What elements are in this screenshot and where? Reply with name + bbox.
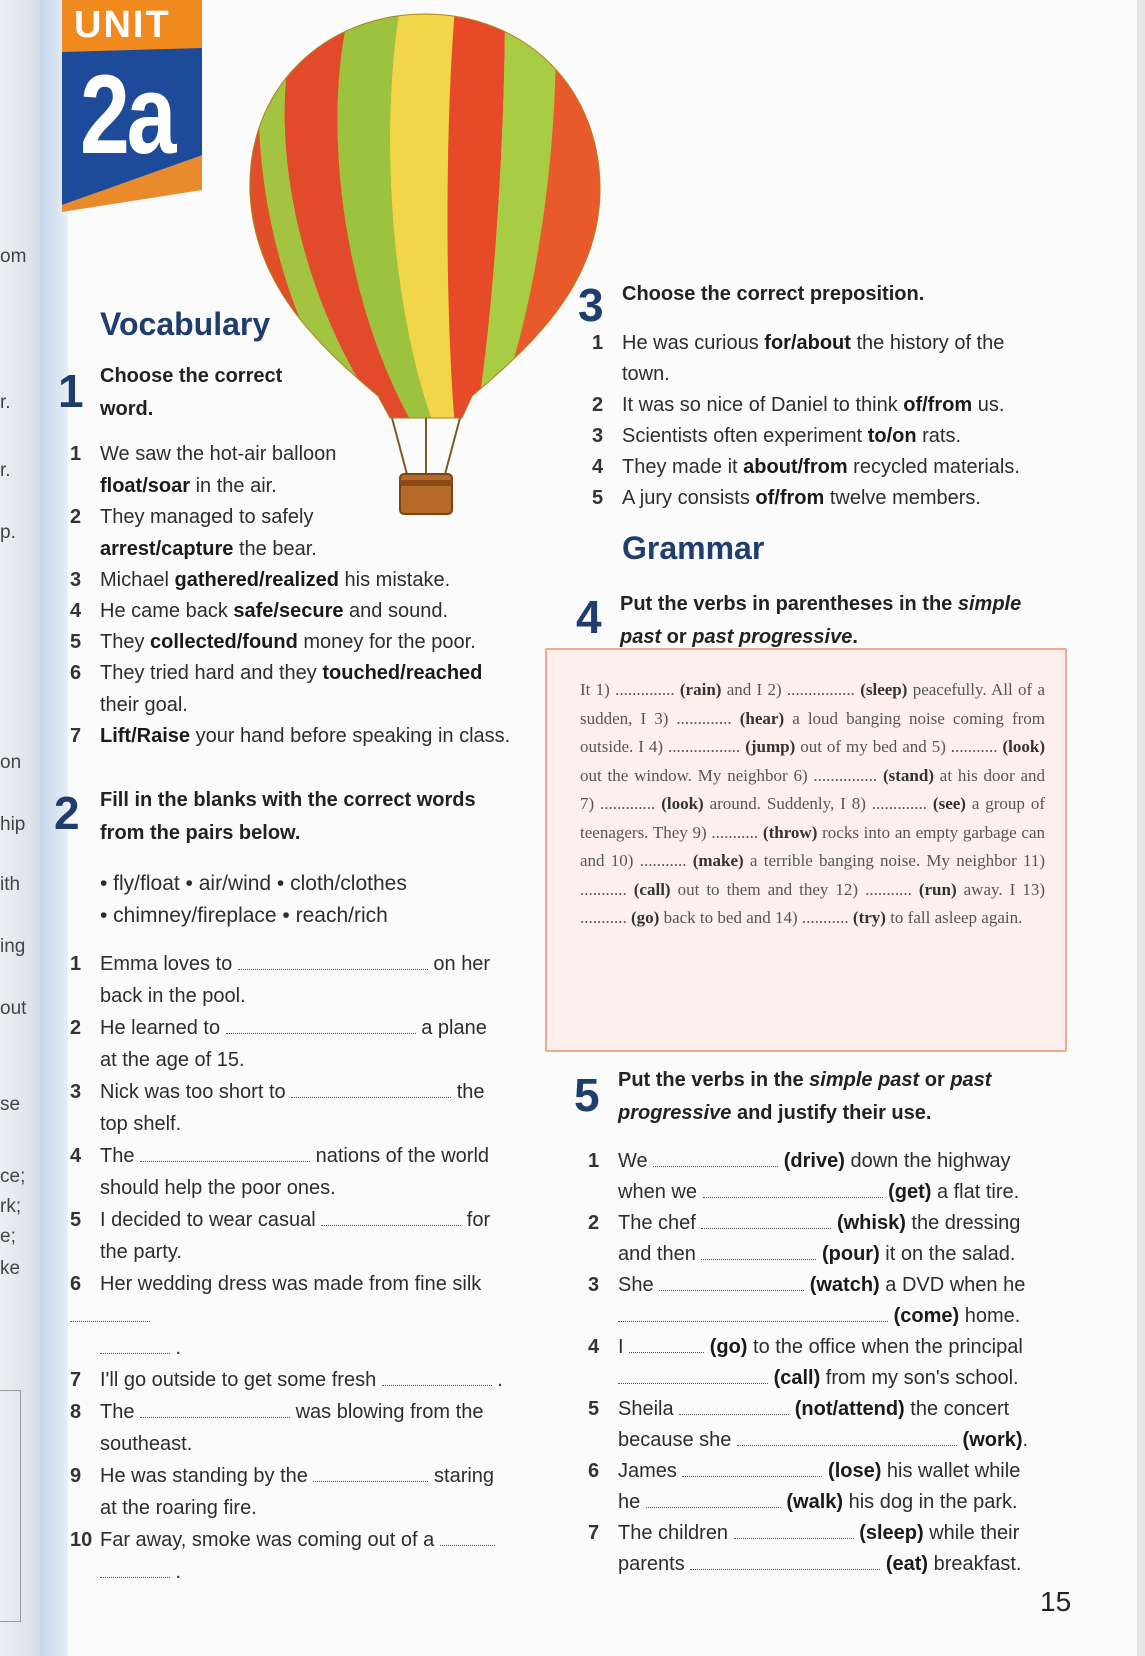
exercise-1-instruction: Choose the correct word. [100,365,283,420]
margin-fragment: om [0,246,27,267]
answer-blank[interactable] [226,1015,416,1034]
exercise-1-item: 5 They collected/found money for the poor. [70,631,476,653]
margin-fragment: e; [0,1226,16,1247]
exercise-2-item: 1 Emma loves to on her back in the pool. [70,953,491,1007]
exercise-3-item: 3 Scientists often experiment to/on rats. [592,425,962,447]
exercise-5-item: 3 She (watch) a DVD when he (come) home. [588,1274,1026,1327]
answer-blank[interactable] [659,1272,804,1291]
exercise-5-instruction: Put the verbs in the simple past or past progressive and justify their use. [618,1069,992,1124]
exercise-1-item: 7 Lift/Raise your hand before speaking in class. [70,725,511,747]
answer-blank[interactable] [679,1396,789,1415]
margin-fragment: ce; [0,1166,26,1187]
margin-fragment: r. [0,460,11,481]
exercise-4-number: 4 [576,591,602,643]
exercise-5-number: 5 [574,1069,600,1121]
exercise-3-item: 5 A jury consists of/from twelve members. [592,487,981,509]
exercise-1-item: 6 They tried hard and they touched/reached their goal. [70,662,483,716]
answer-blank[interactable] [629,1334,704,1353]
exercise-2-item: 10 Far away, smoke was coming out of a . [70,1524,530,1588]
exercise-1-item: 3 Michael gathered/realized his mistake. [70,569,451,591]
answer-blank[interactable] [291,1079,451,1098]
answer-blank[interactable] [100,1335,170,1354]
answer-blank[interactable] [703,1179,883,1198]
margin-box-fragment [0,1390,21,1622]
exercise-1-item: 4 He came back safe/secure and sound. [70,600,448,622]
exercise-3-number: 3 [578,279,604,331]
exercise-2-item: 7 I'll go outside to get some fresh . [70,1369,503,1391]
exercise-5-item: 5 Sheila (not/attend) the concert because she (work). [588,1398,1029,1451]
answer-blank[interactable] [618,1365,768,1384]
answer-blank[interactable] [690,1551,880,1570]
exercise-2-item: 8 The was blowing from the southeast. [70,1401,484,1455]
answer-blank[interactable] [737,1427,957,1446]
word-pairs: • fly/float • air/wind • cloth/clothes • chimney/fireplace • reach/rich [100,872,407,927]
margin-fragment: ith [0,874,21,895]
margin-fragment: hip [0,814,26,835]
answer-blank[interactable] [440,1527,495,1546]
answer-blank[interactable] [682,1458,822,1477]
answer-blank[interactable] [70,1303,150,1322]
exercise-1-item: 2 They managed to safely arrest/capture the bear. [70,506,317,560]
answer-blank[interactable] [140,1143,310,1162]
margin-fragment: out [0,998,27,1019]
page-number: 15 [1040,1586,1072,1617]
answer-blank[interactable] [100,1559,170,1578]
story-text: It 1) .............. (rain) and I 2) ................ (sleep) peacefully. All of a sudden, I 3) ............. (hear) a loud banging noise coming from outside. I 4) ................. (jump) out of my bed and 5) ........... (look) out the window. My neighbor 6) ............... (stand) at his door and 7) ............. (look) around. Suddenly, I 8) ............. (see) a group of teenagers. They 9) ........... (throw) rocks into an empty garbage can and 10) ........... (make) a terrible banging noise. My neighbor 11) ........... (call) out to them and they 12) ........... (run) away. I 13) ........... (go) back to bed and 14) ........... (try) to fall asleep again. [580,680,1046,927]
unit-code: 2a [80,52,174,177]
unit-label: UNIT [74,4,171,46]
grammar-heading: Grammar [622,530,765,566]
margin-fragment: ing [0,936,26,957]
answer-blank[interactable] [701,1210,831,1229]
exercise-2-item: 6 Her wedding dress was made from fine silk . [70,1273,482,1359]
exercise-2-item: 3 Nick was too short to the top shelf. [70,1081,485,1135]
exercise-5-item: 4 I (go) to the office when the principal (call) from my son's school. [588,1336,1023,1389]
right-page-edge [1137,0,1145,1656]
margin-fragment: p. [0,522,16,543]
answer-blank[interactable] [313,1463,428,1482]
exercise-1-number: 1 [58,365,84,417]
exercise-1-items [70,438,530,751]
vocabulary-heading: Vocabulary [100,306,271,342]
answer-blank[interactable] [701,1241,816,1260]
exercise-3-item: 2 It was so nice of Daniel to think of/from us. [592,394,1005,416]
exercise-4-instruction: Put the verbs in parentheses in the simple past or past progressive. [620,593,1022,648]
exercise-2-number: 2 [54,787,80,839]
answer-blank[interactable] [238,951,428,970]
exercise-2-item: 5 I decided to wear casual for the party. [70,1209,491,1263]
exercise-5-items [588,1146,1058,1580]
exercise-5-item: 7 The children (sleep) while their parents (eat) breakfast. [588,1522,1022,1575]
exercise-3-instruction: Choose the correct preposition. [622,283,925,305]
margin-fragment: ke [0,1258,21,1279]
exercise-2-item: 2 He learned to a plane at the age of 15. [70,1017,487,1071]
exercise-5-item: 6 James (lose) his wallet while he (walk) his dog in the park. [588,1460,1021,1513]
exercise-3-item: 1 He was curious for/about the history of the town. [592,332,1005,385]
margin-fragment: r. [0,392,11,413]
exercise-2-items [70,948,530,1588]
exercise-2-instruction: Fill in the blanks with the correct words from the pairs below. [100,789,476,844]
exercise-2-item: 9 He was standing by the staring at the roaring fire. [70,1465,495,1519]
answer-blank[interactable] [321,1207,461,1226]
exercise-3-item: 4 They made it about/from recycled materials. [592,456,1020,478]
answer-blank[interactable] [382,1367,492,1386]
exercise-2-item: 4 The nations of the world should help the poor ones. [70,1145,490,1199]
margin-fragment: se [0,1094,21,1115]
answer-blank[interactable] [653,1148,778,1167]
exercise-5-item: 1 We (drive) down the highway when we (get) a flat tire. [588,1150,1020,1203]
margin-fragment: on [0,752,22,773]
margin-fragment: rk; [0,1196,22,1217]
exercise-1-item: 1 We saw the hot-air balloon float/soar in the air. [70,443,337,497]
exercise-3-items [592,328,1062,514]
answer-blank[interactable] [140,1399,290,1418]
answer-blank[interactable] [618,1303,888,1322]
answer-blank[interactable] [646,1489,781,1508]
exercise-5-item: 2 The chef (whisk) the dressing and then (pour) it on the salad. [588,1212,1021,1265]
answer-blank[interactable] [734,1520,854,1539]
